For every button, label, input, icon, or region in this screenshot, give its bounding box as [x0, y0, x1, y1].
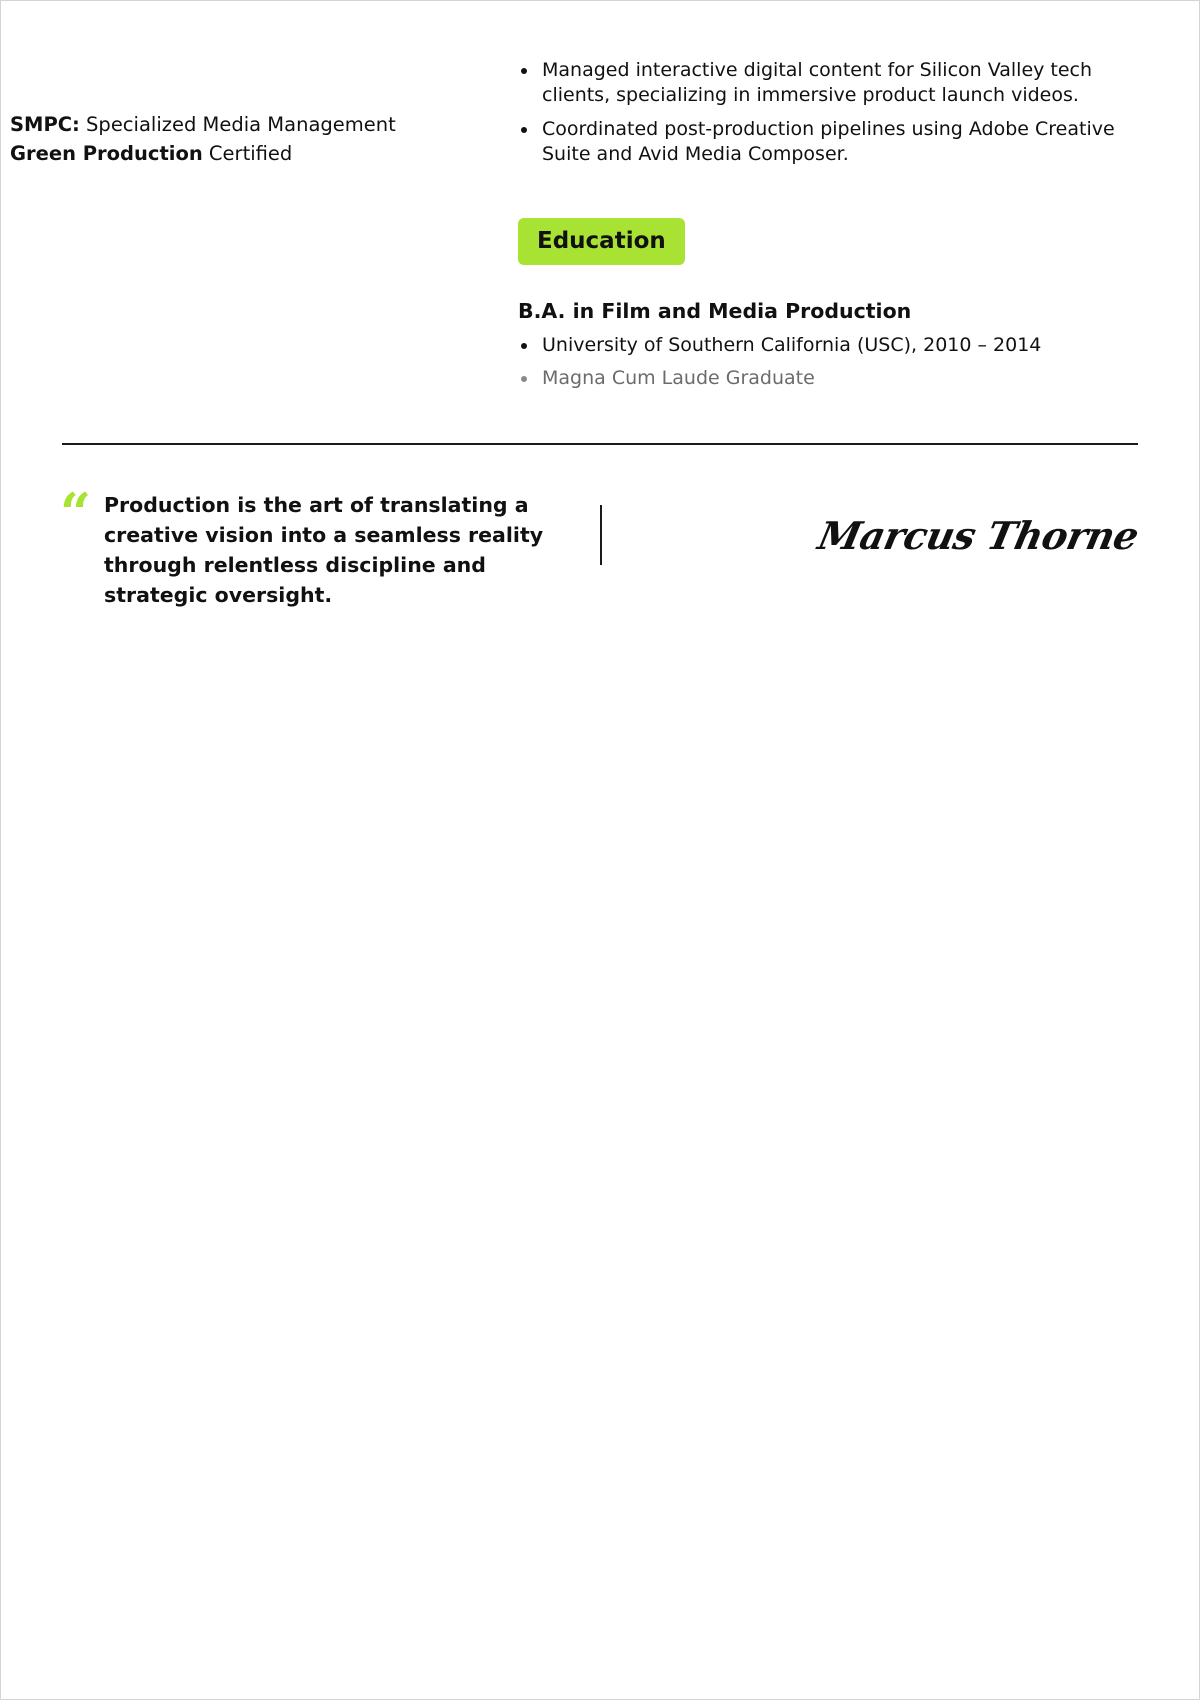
certification-label: SMPC: — [10, 113, 80, 136]
education-heading: Education — [518, 218, 685, 265]
section-divider — [62, 443, 1138, 445]
experience-bullet: Coordinated post-production pipelines using Adobe Creative Suite and Avid Media Composer. — [518, 117, 1138, 167]
degree-title: B.A. in Film and Media Production — [518, 299, 912, 323]
certifications-list — [10, 110, 470, 168]
experience-bullet: Managed interactive digital content for Silicon Valley tech clients, specializing in immersive product launch videos. — [518, 58, 1138, 108]
certification-item — [10, 110, 470, 139]
experience-bullets — [518, 58, 1138, 167]
quote-divider — [600, 505, 602, 565]
education-honors: Magna Cum Laude Graduate — [518, 366, 1138, 391]
quote-mark-icon: “ — [60, 481, 92, 545]
education-details — [518, 333, 1138, 391]
right-column — [518, 58, 1138, 399]
certification-text: Certified — [202, 142, 293, 165]
signature: Marcus Thorne — [814, 513, 1143, 558]
certification-label: Green Production — [10, 142, 203, 165]
education-detail: University of Southern California (USC), 2010 – 2014 — [518, 333, 1138, 358]
quote-text: Production is the art of translating a creative vision into a seamless reality through relentless discipline and strategic oversight. — [104, 493, 544, 607]
certification-item — [10, 139, 470, 168]
certification-text: Specialized Media Management — [79, 113, 396, 136]
